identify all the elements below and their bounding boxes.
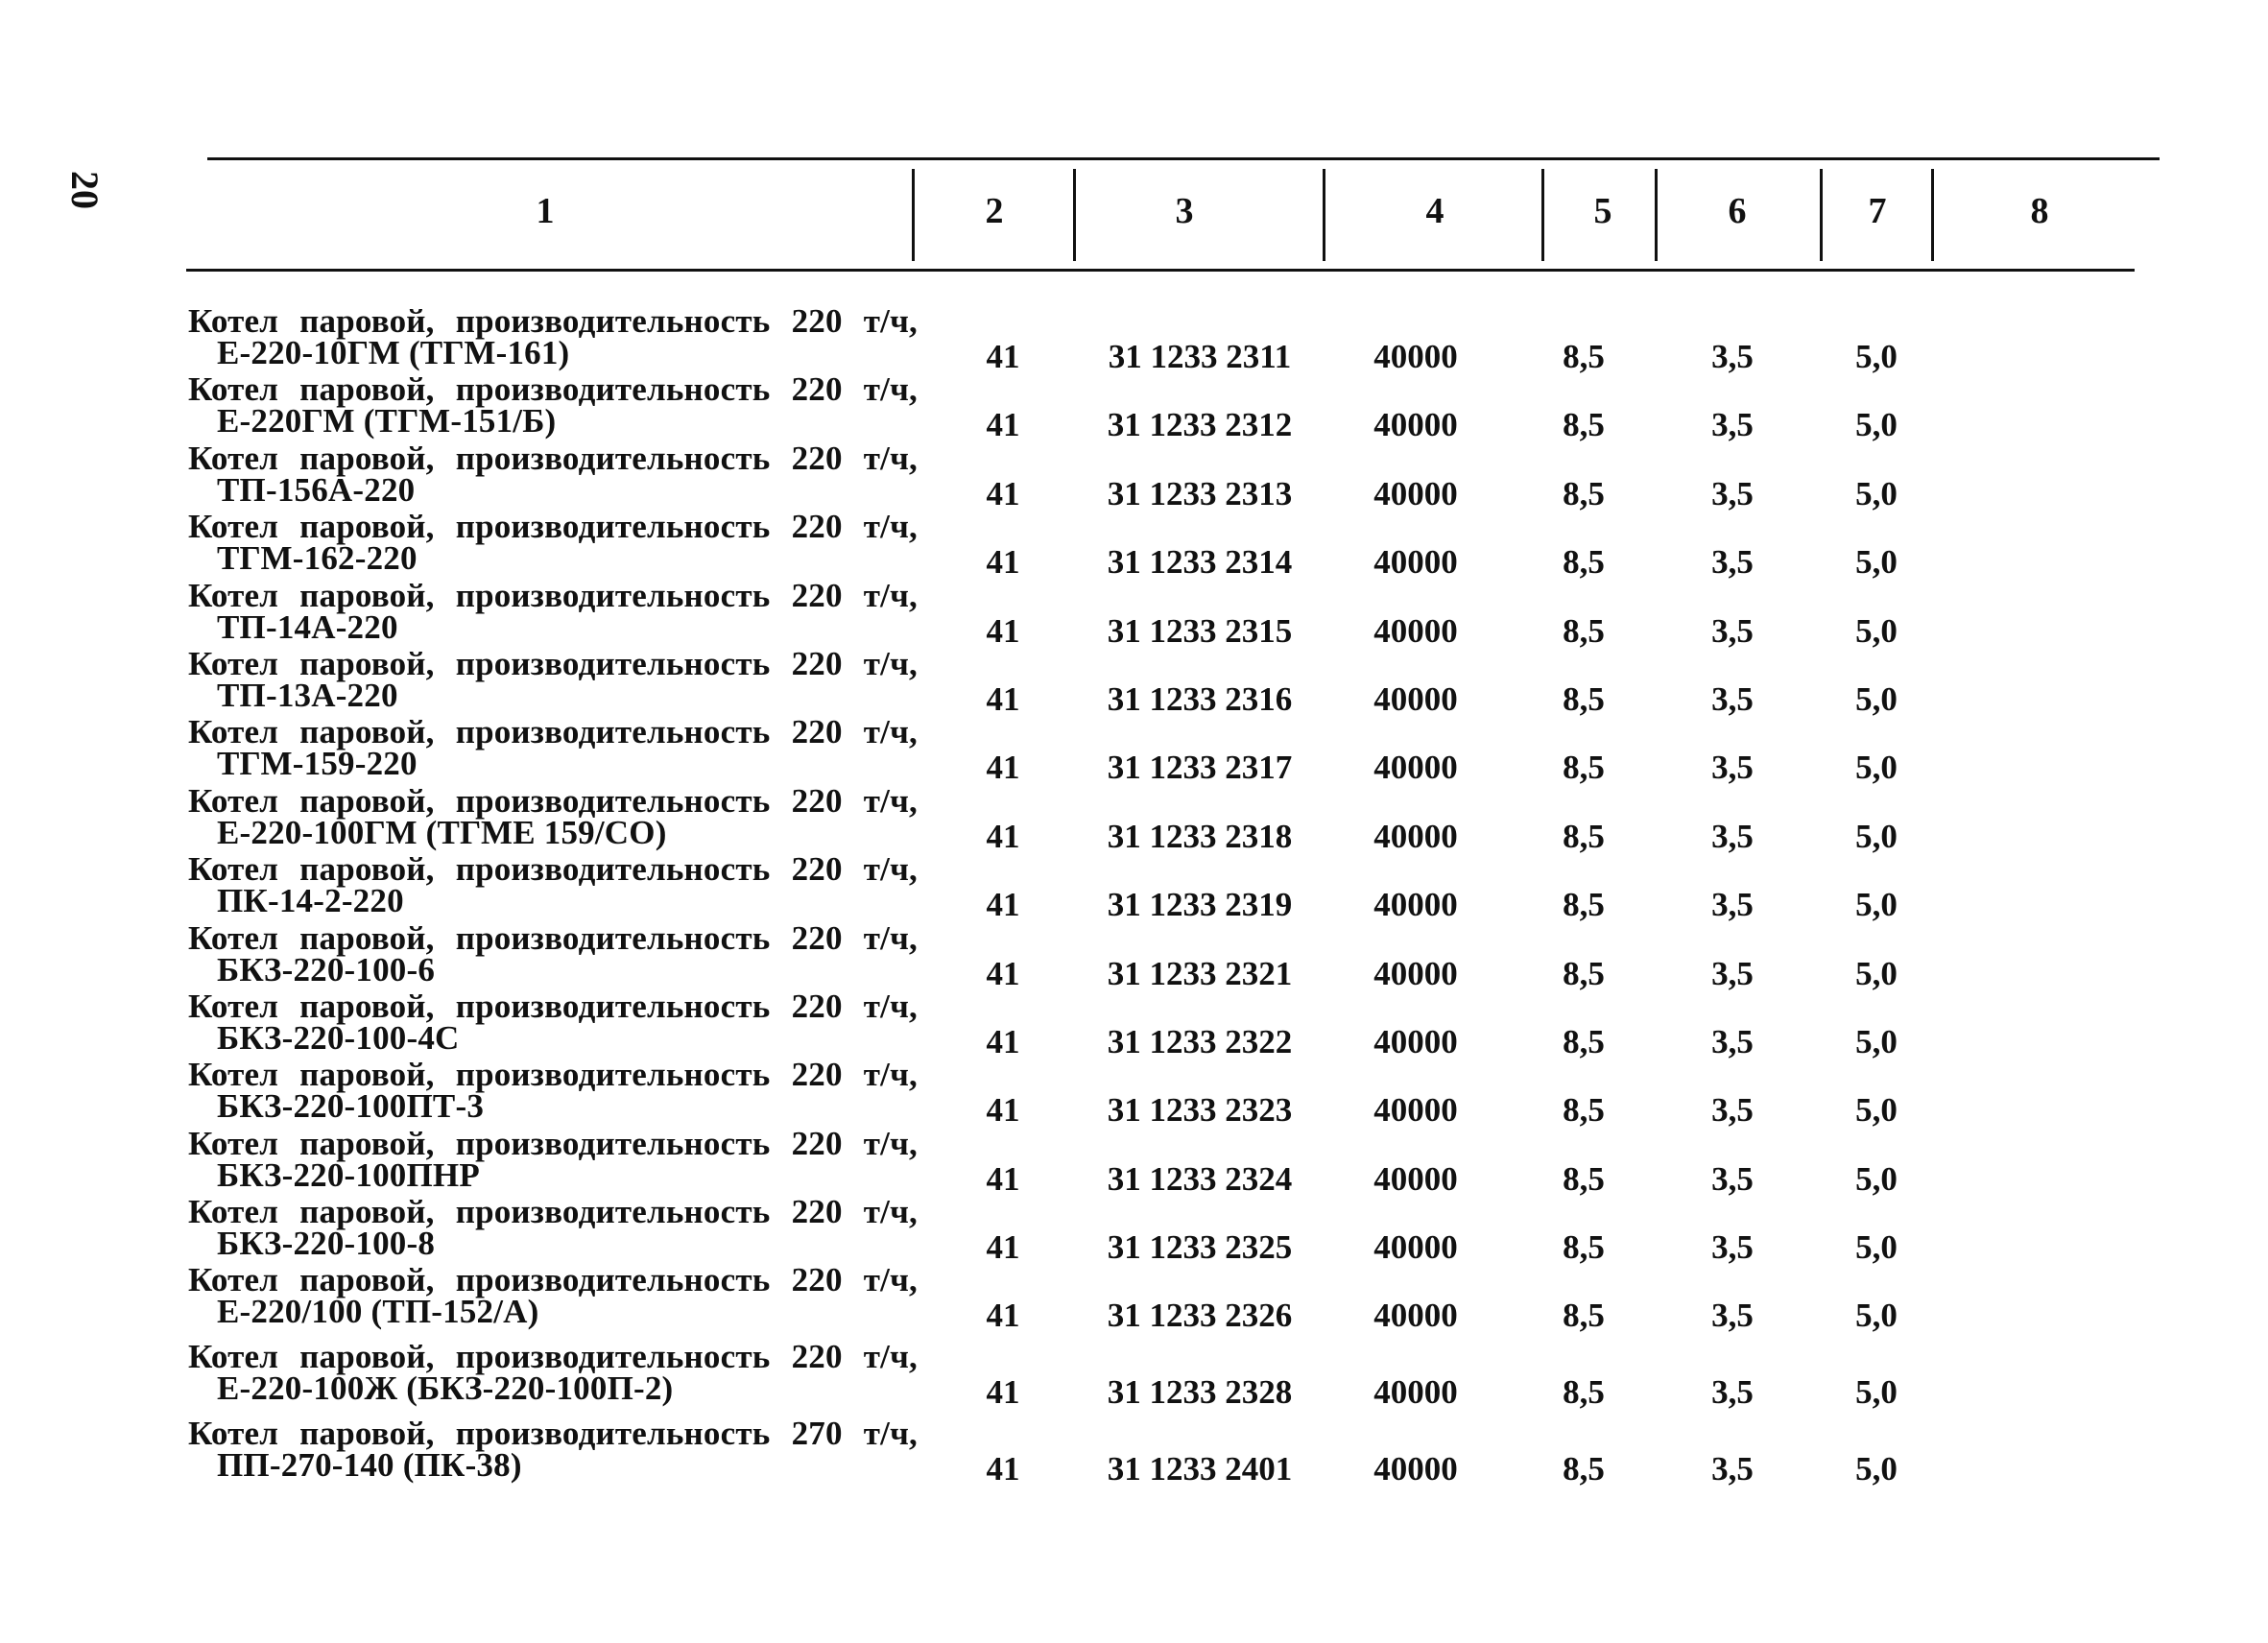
item-name — [188, 918, 918, 988]
table-row — [0, 576, 2268, 650]
cell-col2: 41 — [986, 954, 1020, 992]
table-row — [0, 987, 2268, 1060]
item-name — [188, 644, 918, 714]
item-name — [188, 713, 918, 783]
cell-col3: 31 1233 2312 — [1107, 406, 1293, 444]
item-name-line2: ТГМ-159-220 — [217, 745, 418, 783]
cell-col6: 3,5 — [1711, 474, 1754, 512]
item-name-line2: БКЗ-220-100ПНР — [217, 1155, 480, 1194]
column-header-1: 1 — [536, 191, 555, 231]
cell-col3: 31 1233 2326 — [1107, 1297, 1293, 1335]
cell-col7: 5,0 — [1855, 1297, 1898, 1335]
cell-col3: 31 1233 2325 — [1107, 1228, 1293, 1267]
cell-col5: 8,5 — [1563, 543, 1605, 582]
cell-col7: 5,0 — [1855, 1159, 1898, 1198]
cell-col3: 31 1233 2317 — [1107, 749, 1293, 787]
item-name-line1: Котел паровой, производительность 220 т/ч, — [188, 850, 918, 889]
cell-col7: 5,0 — [1855, 1228, 1898, 1267]
cell-col3: 31 1233 2315 — [1107, 611, 1293, 650]
item-name — [188, 508, 918, 578]
table-body — [0, 302, 2268, 1494]
cell-col7: 5,0 — [1855, 474, 1898, 512]
cell-col7: 5,0 — [1855, 1091, 1898, 1130]
cell-col7: 5,0 — [1855, 886, 1898, 924]
item-name-line2: ТП-14А-220 — [217, 607, 398, 646]
cell-col4: 40000 — [1373, 1450, 1458, 1488]
table-row — [0, 302, 2268, 375]
cell-col3: 31 1233 2321 — [1107, 954, 1293, 992]
cell-col7: 5,0 — [1855, 611, 1898, 650]
cell-col5: 8,5 — [1563, 749, 1605, 787]
table-row — [0, 508, 2268, 582]
table-row — [0, 1417, 2268, 1494]
cell-col4: 40000 — [1373, 543, 1458, 582]
cell-col4: 40000 — [1373, 474, 1458, 512]
item-name-line2: ПК-14-2-220 — [217, 882, 404, 920]
item-name-line1: Котел паровой, производительность 220 т/ч, — [188, 370, 918, 409]
table-row — [0, 781, 2268, 855]
item-name — [188, 1338, 918, 1408]
cell-col2: 41 — [986, 474, 1020, 512]
cell-col6: 3,5 — [1711, 749, 1754, 787]
cell-col6: 3,5 — [1711, 406, 1754, 444]
cell-col5: 8,5 — [1563, 1159, 1605, 1198]
column-divider — [1541, 169, 1544, 261]
cell-col7: 5,0 — [1855, 954, 1898, 992]
cell-col2: 41 — [986, 817, 1020, 855]
cell-col6: 3,5 — [1711, 1297, 1754, 1335]
column-divider — [1931, 169, 1934, 261]
cell-col4: 40000 — [1373, 338, 1458, 375]
item-name-line2: Е-220-100ГМ (ТГМЕ 159/СО) — [217, 813, 667, 851]
cell-col6: 3,5 — [1711, 817, 1754, 855]
cell-col2: 41 — [986, 611, 1020, 650]
cell-col6: 3,5 — [1711, 1373, 1754, 1412]
cell-col2: 41 — [986, 1297, 1020, 1335]
cell-col3: 31 1233 2323 — [1107, 1091, 1293, 1130]
item-name — [188, 1124, 918, 1194]
table-row — [0, 439, 2268, 512]
cell-col3: 31 1233 2316 — [1107, 679, 1293, 718]
item-name — [188, 1261, 918, 1331]
cell-col4: 40000 — [1373, 679, 1458, 718]
cell-col7: 5,0 — [1855, 406, 1898, 444]
cell-col5: 8,5 — [1563, 679, 1605, 718]
item-name — [188, 1056, 918, 1126]
cell-col6: 3,5 — [1711, 1450, 1754, 1488]
item-name-line2: БКЗ-220-100-8 — [217, 1225, 436, 1263]
cell-col4: 40000 — [1373, 817, 1458, 855]
cell-col5: 8,5 — [1563, 817, 1605, 855]
cell-col4: 40000 — [1373, 886, 1458, 924]
table-row — [0, 1338, 2268, 1417]
column-divider — [1073, 169, 1076, 261]
cell-col7: 5,0 — [1855, 817, 1898, 855]
cell-col2: 41 — [986, 338, 1020, 375]
item-name-line1: Котел паровой, производительность 220 т/ч, — [188, 439, 918, 477]
cell-col5: 8,5 — [1563, 406, 1605, 444]
cell-col5: 8,5 — [1563, 1091, 1605, 1130]
cell-col4: 40000 — [1373, 1373, 1458, 1412]
cell-col7: 5,0 — [1855, 1022, 1898, 1060]
table-row — [0, 850, 2268, 924]
cell-col6: 3,5 — [1711, 1022, 1754, 1060]
cell-col6: 3,5 — [1711, 611, 1754, 650]
item-name-line1: Котел паровой, производительность 220 т/ч, — [188, 1193, 918, 1231]
table-row — [0, 1193, 2268, 1267]
cell-col7: 5,0 — [1855, 338, 1898, 375]
cell-col2: 41 — [986, 1091, 1020, 1130]
item-name — [188, 576, 918, 646]
cell-col4: 40000 — [1373, 749, 1458, 787]
item-name — [188, 987, 918, 1057]
item-name-line1: Котел паровой, производительность 220 т/ч, — [188, 987, 918, 1025]
item-name — [188, 302, 918, 371]
cell-col2: 41 — [986, 1022, 1020, 1060]
item-name-line2: Е-220-10ГМ (ТГМ-161) — [217, 334, 570, 371]
item-name-line2: ТГМ-162-220 — [217, 539, 418, 578]
item-name — [188, 781, 918, 851]
cell-col7: 5,0 — [1855, 679, 1898, 718]
table-row — [0, 370, 2268, 444]
cell-col3: 31 1233 2313 — [1107, 474, 1293, 512]
table-row — [0, 1056, 2268, 1130]
item-name-line1: Котел паровой, производительность 220 т/ч, — [188, 576, 918, 614]
cell-col2: 41 — [986, 1159, 1020, 1198]
cell-col2: 41 — [986, 886, 1020, 924]
table-row — [0, 713, 2268, 787]
item-name-line1: Котел паровой, производительность 220 т/ч, — [188, 1056, 918, 1094]
item-name-line2: Е-220/100 (ТП-152/А) — [217, 1293, 539, 1331]
cell-col7: 5,0 — [1855, 543, 1898, 582]
column-header-2: 2 — [985, 191, 1004, 231]
cell-col4: 40000 — [1373, 954, 1458, 992]
cell-col7: 5,0 — [1855, 1450, 1898, 1488]
cell-col2: 41 — [986, 679, 1020, 718]
column-header-6: 6 — [1728, 191, 1747, 231]
item-name — [188, 1193, 918, 1263]
cell-col4: 40000 — [1373, 1297, 1458, 1335]
column-header-8: 8 — [2030, 191, 2049, 231]
cell-col5: 8,5 — [1563, 611, 1605, 650]
item-name-line2: ТП-13А-220 — [217, 676, 398, 714]
cell-col6: 3,5 — [1711, 679, 1754, 718]
cell-col6: 3,5 — [1711, 1091, 1754, 1130]
column-header-4: 4 — [1425, 191, 1444, 231]
cell-col2: 41 — [986, 749, 1020, 787]
column-header-7: 7 — [1868, 191, 1887, 231]
column-divider — [1820, 169, 1823, 261]
cell-col5: 8,5 — [1563, 1297, 1605, 1335]
cell-col3: 31 1233 2328 — [1107, 1373, 1293, 1412]
cell-col3: 31 1233 2324 — [1107, 1159, 1293, 1198]
cell-col5: 8,5 — [1563, 1373, 1605, 1412]
column-header-5: 5 — [1593, 191, 1612, 231]
cell-col2: 41 — [986, 543, 1020, 582]
cell-col4: 40000 — [1373, 406, 1458, 444]
cell-col6: 3,5 — [1711, 1228, 1754, 1267]
item-name-line1: Котел паровой, производительность 220 т/ч, — [188, 508, 918, 546]
item-name — [188, 1415, 918, 1485]
item-name — [188, 439, 918, 509]
cell-col5: 8,5 — [1563, 474, 1605, 512]
cell-col6: 3,5 — [1711, 954, 1754, 992]
table-row — [0, 1124, 2268, 1198]
table-header-rule — [186, 269, 2135, 272]
cell-col5: 8,5 — [1563, 1228, 1605, 1267]
item-name-line1: Котел паровой, производительность 220 т/ч, — [188, 644, 918, 682]
cell-col6: 3,5 — [1711, 338, 1754, 375]
item-name-line2: ПП-270-140 (ПК-38) — [217, 1446, 522, 1485]
cell-col3: 31 1233 2318 — [1107, 817, 1293, 855]
cell-col5: 8,5 — [1563, 1450, 1605, 1488]
cell-col2: 41 — [986, 406, 1020, 444]
cell-col6: 3,5 — [1711, 543, 1754, 582]
cell-col6: 3,5 — [1711, 1159, 1754, 1198]
cell-col7: 5,0 — [1855, 749, 1898, 787]
cell-col2: 41 — [986, 1228, 1020, 1267]
cell-col3: 31 1233 2322 — [1107, 1022, 1293, 1060]
table-row — [0, 644, 2268, 718]
column-divider — [912, 169, 915, 261]
item-name-line2: ТП-156А-220 — [217, 470, 416, 509]
item-name-line2: БКЗ-220-100ПТ-3 — [217, 1087, 485, 1126]
item-name-line1: Котел паровой, производительность 220 т/ч, — [188, 1124, 918, 1162]
item-name-line2: БКЗ-220-100-4С — [217, 1018, 460, 1057]
cell-col3: 31 1233 2314 — [1107, 543, 1293, 582]
cell-col4: 40000 — [1373, 1022, 1458, 1060]
item-name-line1: Котел паровой, производительность 220 т/ч, — [188, 1261, 918, 1299]
cell-col7: 5,0 — [1855, 1373, 1898, 1412]
table-row — [0, 1261, 2268, 1341]
cell-col5: 8,5 — [1563, 338, 1605, 375]
cell-col3: 31 1233 2311 — [1108, 338, 1292, 375]
item-name-line1: Котел паровой, производительность 220 т/ч, — [188, 918, 918, 957]
cell-col5: 8,5 — [1563, 886, 1605, 924]
cell-col5: 8,5 — [1563, 1022, 1605, 1060]
cell-col3: 31 1233 2319 — [1107, 886, 1293, 924]
item-name-line1: Котел паровой, производительность 270 т/ч, — [188, 1415, 918, 1453]
table-top-rule — [207, 157, 2160, 160]
item-name-line1: Котел паровой, производительность 220 т/ч, — [188, 1338, 918, 1376]
item-name-line2: БКЗ-220-100-6 — [217, 950, 436, 988]
column-divider — [1323, 169, 1325, 261]
item-name-line2: Е-220-100Ж (БКЗ-220-100П-2) — [217, 1369, 674, 1408]
item-name-line1: Котел паровой, производительность 220 т/ч, — [188, 713, 918, 751]
cell-col4: 40000 — [1373, 611, 1458, 650]
item-name-line1: Котел паровой, производительность 220 т/ч, — [188, 781, 918, 820]
cell-col2: 41 — [986, 1450, 1020, 1488]
cell-col3: 31 1233 2401 — [1107, 1450, 1293, 1488]
page-number: 20 — [63, 171, 107, 209]
item-name-line1: Котел паровой, производительность 220 т/ч, — [188, 302, 918, 340]
cell-col6: 3,5 — [1711, 886, 1754, 924]
cell-col4: 40000 — [1373, 1159, 1458, 1198]
cell-col2: 41 — [986, 1373, 1020, 1412]
column-divider — [1655, 169, 1658, 261]
column-header-3: 3 — [1175, 191, 1194, 231]
item-name — [188, 370, 918, 441]
table-row — [0, 918, 2268, 992]
item-name — [188, 850, 918, 920]
item-name-line2: Е-220ГМ (ТГМ-151/Б) — [217, 402, 557, 441]
cell-col4: 40000 — [1373, 1091, 1458, 1130]
cell-col5: 8,5 — [1563, 954, 1605, 992]
cell-col4: 40000 — [1373, 1228, 1458, 1267]
